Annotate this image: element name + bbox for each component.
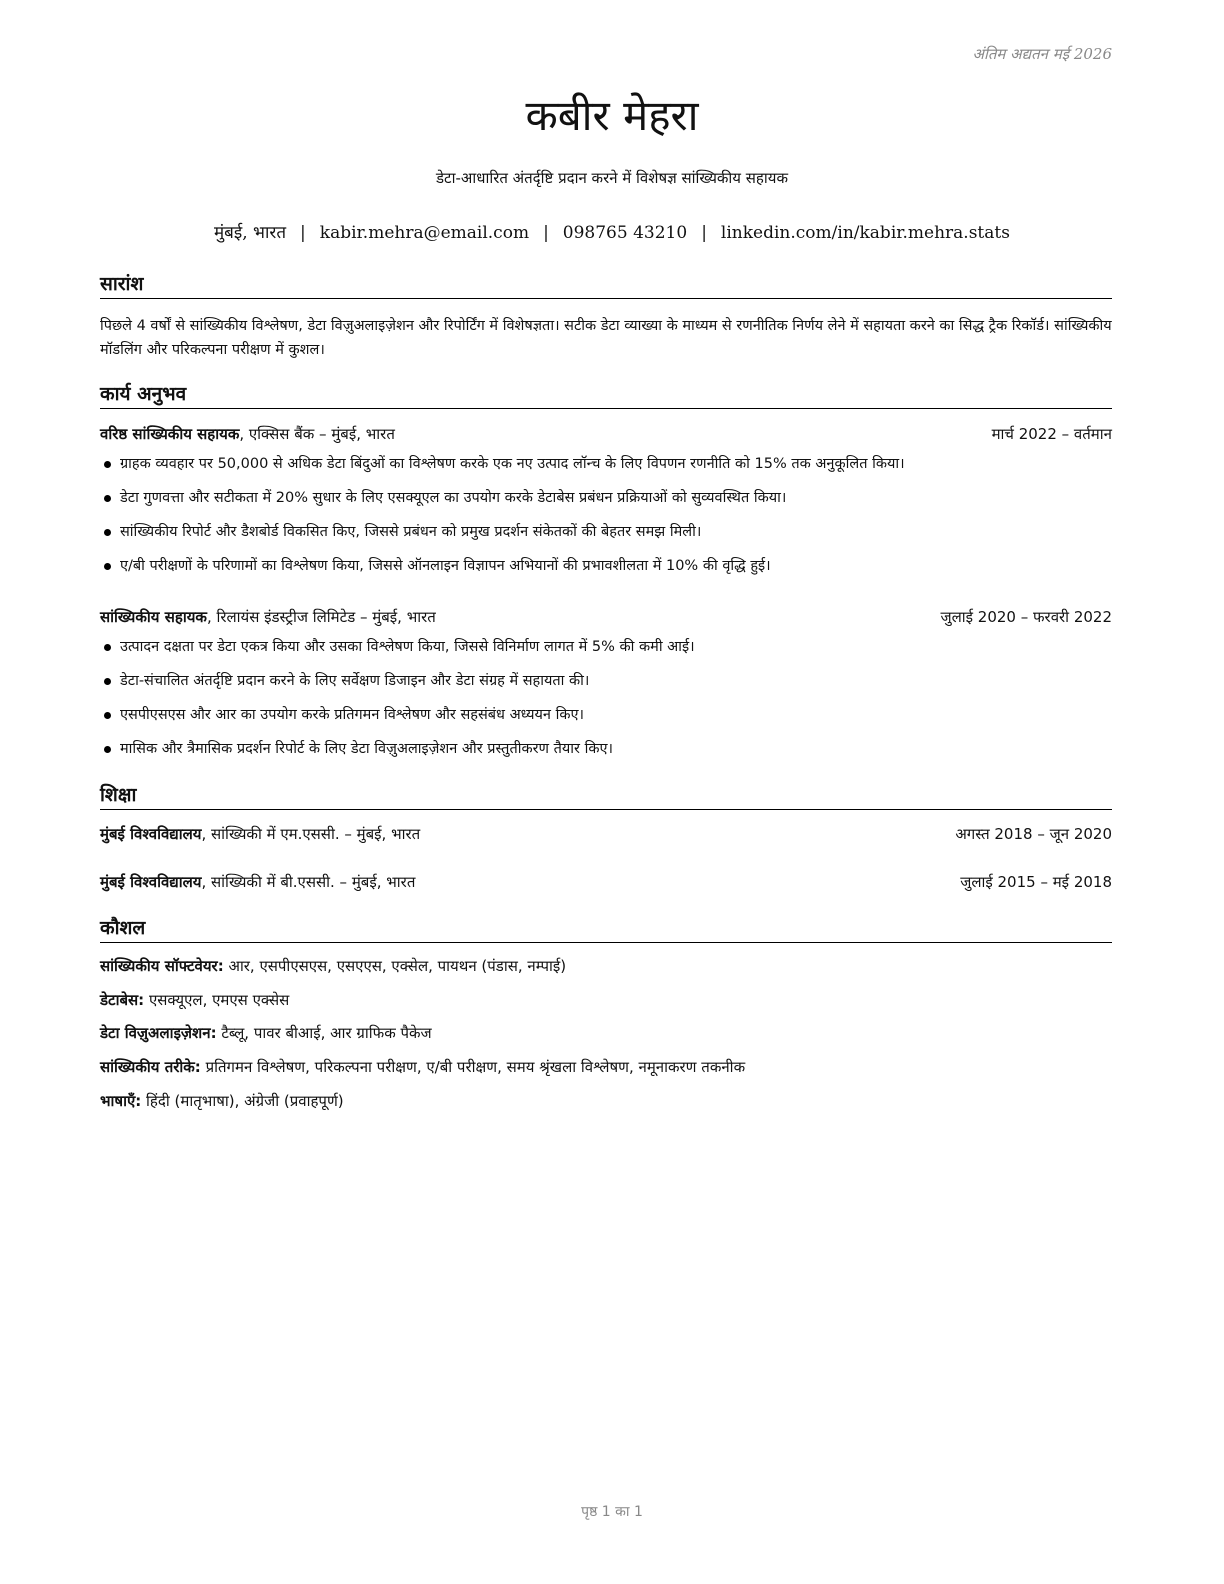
- education-dates: जुलाई 2015 – मई 2018: [960, 873, 1112, 891]
- tagline: डेटा-आधारित अंतर्दृष्टि प्रदान करने में विशेषज्ञ सांख्यिकीय सहायक: [436, 169, 788, 187]
- school-name: मुंबई विश्वविद्यालय: [100, 873, 202, 891]
- skill-value: हिंदी (मातृभाषा), अंग्रेजी (प्रवाहपूर्ण): [141, 1092, 344, 1110]
- list-item: ए/बी परीक्षणों के परिणामों का विश्लेषण किया, जिससे ऑनलाइन विज्ञापन अभियानों की प्रभावशीलता में 10% की वृद्धि हुई।: [100, 553, 1112, 587]
- degree-detail: , सांख्यिकी में एम.एससी. – मुंबई, भारत: [201, 825, 421, 843]
- job-org: , रिलायंस इंडस्ट्रीज लिमिटेड – मुंबई, भारत: [206, 608, 436, 626]
- contact-linkedin[interactable]: linkedin.com/in/kabir.mehra.stats: [720, 223, 1010, 243]
- job-bullets: [100, 634, 1112, 770]
- contact-line: मुंबई, भारत | kabir.mehra@email.com | 098765 43210 | linkedin.com/in/kabir.mehra.stats: [214, 223, 1010, 243]
- skill-label: डेटाबेस:: [100, 991, 145, 1009]
- skill-row: [100, 990, 1112, 1010]
- last-updated: अंतिम अद्यतन मई 2026: [972, 45, 1112, 63]
- skill-value: प्रतिगमन विश्लेषण, परिकल्पना परीक्षण, ए/बी परीक्षण, समय श्रृंखला विश्लेषण, नमूनाकरण तकनीक: [200, 1058, 746, 1076]
- job-org: , एक्सिस बैंक – मुंबई, भारत: [239, 425, 395, 443]
- job-header: [100, 424, 1112, 444]
- skill-row: [100, 1091, 1112, 1111]
- list-item: एसपीएसएस और आर का उपयोग करके प्रतिगमन विश्लेषण और सहसंबंध अध्ययन किए।: [100, 702, 1112, 736]
- contact-phone: 098765 43210: [562, 223, 688, 243]
- skill-label: सांख्यिकीय तरीके:: [100, 1058, 201, 1076]
- skill-row: [100, 1023, 1112, 1043]
- summary-text: पिछले 4 वर्षों से सांख्यिकीय विश्लेषण, डेटा विज़ुअलाइज़ेशन और रिपोर्टिंग में विशेषज्ञता। सटीक डेटा व्याख्या के माध्यम से रणनीतिक निर्णय लेने में सहायता करने का सिद्ध ट्रैक रिकॉर्ड। सांख्यिकीय मॉडलिंग और परिकल्पना परीक्षण में कुशल।: [100, 318, 1112, 358]
- list-item: उत्पादन दक्षता पर डेटा एकत्र किया और उसका विश्लेषण किया, जिससे विनिर्माण लागत में 5% की कमी आई।: [100, 634, 1112, 668]
- section-title-skills: कौशल: [100, 914, 1112, 943]
- skill-row: [100, 956, 1112, 976]
- skill-row: [100, 1057, 1112, 1077]
- contact-email[interactable]: kabir.mehra@email.com: [319, 223, 530, 243]
- skill-label: डेटा विज़ुअलाइज़ेशन:: [100, 1024, 217, 1042]
- list-item: डेटा गुणवत्ता और सटीकता में 20% सुधार के लिए एसक्यूएल का उपयोग करके डेटाबेस प्रबंधन प्रक्रियाओं को सुव्यवस्थित किया।: [100, 485, 1112, 519]
- list-item: डेटा-संचालित अंतर्दृष्टि प्रदान करने के लिए सर्वेक्षण डिजाइन और डेटा संग्रह में सहायता की।: [100, 668, 1112, 702]
- list-item: सांख्यिकीय रिपोर्ट और डैशबोर्ड विकसित किए, जिससे प्रबंधन को प्रमुख प्रदर्शन संकेतकों की बेहतर समझ मिली।: [100, 519, 1112, 553]
- education-item: [100, 824, 1112, 844]
- list-item: ग्राहक व्यवहार पर 50,000 से अधिक डेटा बिंदुओं का विश्लेषण करके एक नए उत्पाद लॉन्च के लिए विपणन रणनीति को 15% तक अनुकूलित किया।: [100, 451, 1112, 485]
- skill-value: टैब्लू, पावर बीआई, आर ग्राफिक पैकेज: [216, 1024, 432, 1042]
- section-title-summary: सारांश: [100, 270, 1112, 299]
- job-dates: जुलाई 2020 – फरवरी 2022: [940, 608, 1112, 626]
- job-role: सांख्यिकीय सहायक: [100, 608, 207, 626]
- job-bullets: [100, 451, 1112, 587]
- page-number: पृष्ठ 1 का 1: [581, 1504, 643, 1520]
- skill-value: आर, एसपीएसएस, एसएएस, एक्सेल, पायथन (पंडास, नम्पाई): [223, 957, 567, 975]
- education-dates: अगस्त 2018 – जून 2020: [955, 825, 1112, 843]
- job-dates: मार्च 2022 – वर्तमान: [991, 425, 1112, 443]
- skill-value: एसक्यूएल, एमएस एक्सेस: [144, 991, 290, 1009]
- skill-label: भाषाएँ:: [100, 1092, 142, 1110]
- candidate-name: कबीर मेहरा: [525, 91, 699, 140]
- job-header: [100, 607, 1112, 627]
- skill-label: सांख्यिकीय सॉफ्टवेयर:: [100, 957, 224, 975]
- education-item: [100, 872, 1112, 892]
- school-name: मुंबई विश्वविद्यालय: [100, 825, 202, 843]
- section-title-education: शिक्षा: [100, 781, 1112, 810]
- contact-location: मुंबई, भारत: [214, 223, 287, 243]
- job-role: वरिष्ठ सांख्यिकीय सहायक: [100, 425, 240, 443]
- degree-detail: , सांख्यिकी में बी.एससी. – मुंबई, भारत: [201, 873, 416, 891]
- section-title-experience: कार्य अनुभव: [100, 380, 1112, 409]
- list-item: मासिक और त्रैमासिक प्रदर्शन रिपोर्ट के लिए डेटा विज़ुअलाइज़ेशन और प्रस्तुतीकरण तैयार किए।: [100, 736, 1112, 770]
